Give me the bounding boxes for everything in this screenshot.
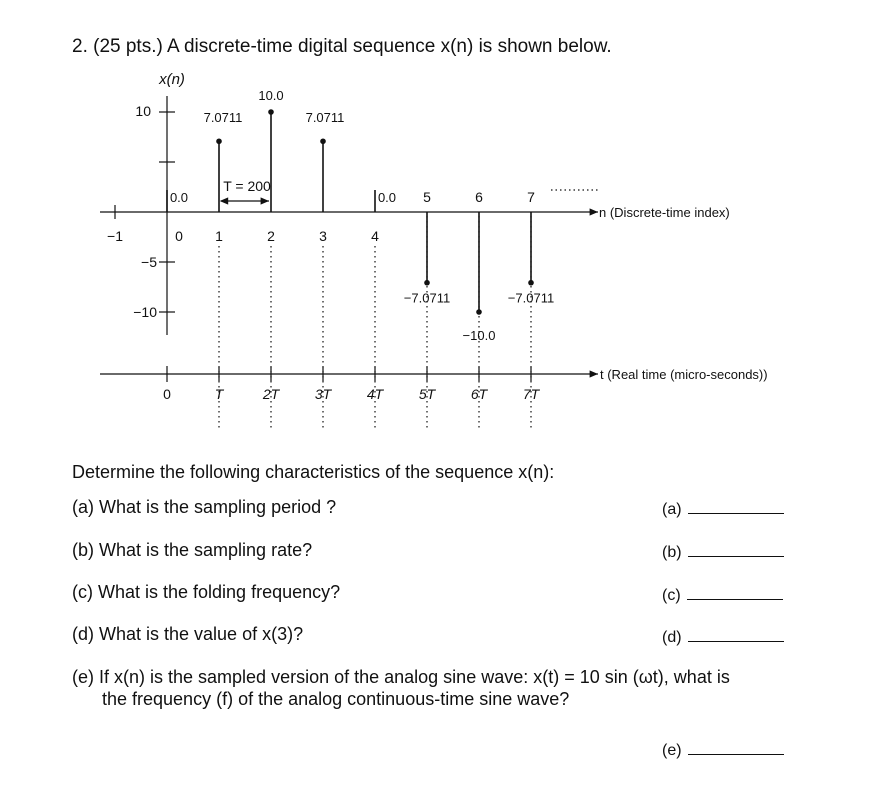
n-tick-label: 3 (319, 228, 327, 244)
t-tick-label: T (214, 386, 224, 402)
period-annotation: T = 200 (223, 178, 271, 194)
t-tick-label: 4T (366, 386, 384, 402)
stem-dot (268, 109, 274, 115)
answer-d[interactable] (662, 627, 784, 647)
answer-d-blank[interactable] (688, 627, 784, 642)
question-a: (a) What is the sampling period ? (72, 497, 337, 517)
answer-a-blank[interactable] (688, 499, 784, 514)
stem-value-label: −7.0711 (507, 290, 555, 306)
answer-c-label: (c) (662, 587, 681, 604)
y-tick-label: −5 (141, 254, 157, 270)
problem-title: 2. (25 pts.) A discrete-time digital sequence x(n) is shown below. (72, 36, 612, 57)
stem-value-label: 7.0711 (305, 110, 345, 125)
question-e: (e) If x(n) is the sampled version of the analog sine wave: x(t) = 10 sin (ωt), what is (72, 667, 730, 687)
answer-a-label: (a) (662, 501, 682, 518)
t-tick-label: 2T (262, 386, 280, 402)
question-b: (b) What is the sampling rate? (72, 540, 313, 560)
t-tick-label: 3T (314, 386, 332, 402)
answer-e-blank[interactable] (688, 740, 784, 755)
n-tick-label: 0 (175, 228, 183, 244)
n-tick-label: 2 (267, 228, 275, 244)
answer-e[interactable] (662, 740, 784, 760)
answer-b-blank[interactable] (688, 542, 784, 557)
answer-c-blank[interactable] (687, 585, 783, 600)
stem-dot (476, 309, 482, 315)
y-tick-label: −10 (133, 304, 157, 320)
stem-dot (216, 138, 222, 144)
question-c: (c) What is the folding frequency? (72, 582, 341, 602)
y-tick-label: 10 (135, 103, 151, 119)
stem-value-label: 0.0 (169, 190, 189, 205)
question-d: (d) What is the value of x(3)? (72, 624, 304, 644)
stem-value-label: 10.0 (258, 88, 284, 103)
stem-index-label: 6 (475, 189, 483, 205)
stem-value-label: −7.0711 (403, 290, 451, 306)
t-tick-label: 5T (418, 386, 436, 402)
n-tick-label: 1 (215, 228, 223, 244)
stem-dot (320, 138, 326, 144)
answer-c[interactable] (662, 585, 783, 605)
stem-value-label: 7.0711 (203, 110, 243, 125)
answer-b[interactable] (662, 542, 784, 562)
t-tick-label: 6T (470, 386, 488, 402)
stem-value-label: −10.0 (462, 328, 496, 343)
answer-e-label: (e) (662, 742, 682, 759)
answer-a[interactable] (662, 499, 784, 519)
stem-dot (424, 280, 430, 286)
n-tick-label: −1 (107, 228, 123, 244)
n-axis-label: n (Discrete-time index) (599, 205, 730, 220)
question-e-continuation: the frequency (f) of the analog continuous-time sine wave? (102, 689, 570, 709)
stem-value-label: 0.0 (377, 190, 397, 205)
chart-labels (107, 71, 768, 402)
intro-text: Determine the following characteristics of the sequence x(n): (72, 462, 555, 482)
answer-b-label: (b) (662, 544, 682, 561)
chart-title: x(n) (159, 71, 185, 88)
answer-d-label: (d) (662, 629, 682, 646)
t-tick-label: 7T (522, 386, 540, 402)
t-tick-label: 0 (163, 386, 171, 402)
t-axis-label: t (Real time (micro-seconds)) (600, 367, 768, 382)
n-tick-label: 4 (371, 228, 379, 244)
stem-dot (528, 280, 534, 286)
chart-axes (100, 96, 598, 429)
stem-index-label: 5 (423, 189, 431, 205)
stem-index-label: 7 (527, 189, 535, 205)
